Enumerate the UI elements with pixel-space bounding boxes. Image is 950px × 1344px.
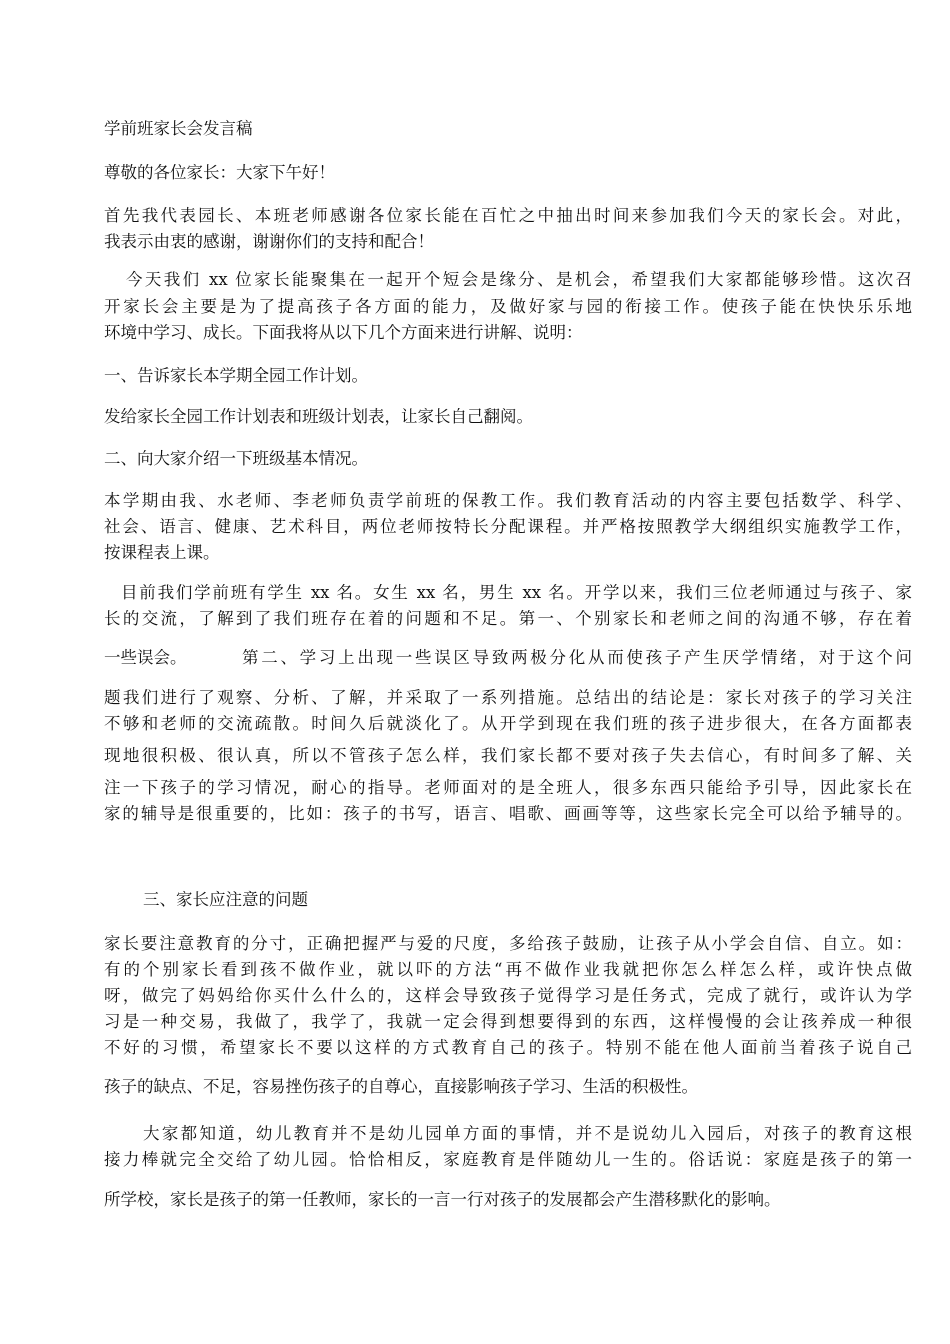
paragraph-4-line: 长的交流，了解到了我们班存在着的问题和不足。第一、个别家长和老师之间的沟通不够，存在着 [104,609,912,628]
paragraph-4-line: 家的辅导是很重要的，比如：孩子的书写，语言、唱歌、画画等等，这些家长完全可以给予辅导的。 [104,804,912,823]
paragraph-6-line: 接力棒就完全交给了幼儿园。恰恰相反，家庭教育是伴随幼儿一生的。俗话说：家庭是孩子的第一 [104,1150,912,1169]
greeting: 尊敬的各位家长：大家下午好！ [104,163,335,182]
paragraph-5-line: 孩子的缺点、不足，容易挫伤孩子的自尊心，直接影响孩子学习、生活的积极性。 [104,1077,698,1096]
paragraph-4-line: 不够和老师的交流疏散。时间久后就淡化了。从开学到现在我们班的孩子进步很大，在各方面都表 [104,714,912,733]
paragraph-5-line: 习是一种交易，我做了，我学了，我就一定会得到想要得到的东西，这样慢慢的会让孩养成一种很 [104,1012,912,1031]
section-3-heading: 三、家长应注意的问题 [143,890,308,909]
paragraph-4-line: 题我们进行了观察、分析、了解，并采取了一系列措施。总结出的结论是：家长对孩子的学习关注 [104,688,912,707]
paragraph-3-line: 社会、语言、健康、艺术科目，两位老师按特长分配课程。并严格按照教学大纲组织实施教学工作， [104,517,912,536]
paragraph-4-line: 注一下孩子的学习情况，耐心的指导。老师面对的是全班人，很多东西只能给予引导，因此家长在 [104,778,912,797]
paragraph-4-line: 第二、学习上出现一些误区导致两极分化从而使孩子产生厌学情绪，对于这个问 [242,648,912,667]
paragraph-4-line: 现地很积极、很认真，所以不管孩子怎么样，我们家长都不要对孩子失去信心，有时间多了解、关 [104,746,912,765]
paragraph-1-line: 我表示由衷的感谢，谢谢你们的支持和配合！ [104,232,434,251]
document-title: 学前班家长会发言稿 [104,119,253,138]
paragraph-4-line: 目前我们学前班有学生 xx 名。女生 xx 名，男生 xx 名。开学以来，我们三位老师通过与孩子、家 [121,583,912,602]
paragraph-5-line: 有的个别家长看到孩不做作业，就以吓的方法“再不做作业我就把你怎么样怎么样，或许快点做 [104,960,912,979]
paragraph-6-line: 大家都知道，幼儿教育并不是幼儿园单方面的事情，并不是说幼儿入园后，对孩子的教育这根 [143,1124,912,1143]
paragraph-3-line: 按课程表上课。 [104,543,220,562]
paragraph-1-line: 首先我代表园长、本班老师感谢各位家长能在百忙之中抽出时间来参加我们今天的家长会。对此， [104,206,912,225]
paragraph-5-line: 家长要注意教育的分寸，正确把握严与爱的尺度，多给孩子鼓励，让孩子从小学会自信、自立。如： [104,934,912,953]
paragraph-4-line: 一些误会。 [104,648,187,667]
paragraph-2-line: 环境中学习、成长。下面我将从以下几个方面来进行讲解、说明： [104,323,583,342]
paragraph-3-line: 本学期由我、水老师、李老师负责学前班的保教工作。我们教育活动的内容主要包括数学、科学、 [104,491,912,510]
section-1-heading: 一、告诉家长本学期全园工作计划。 [104,366,368,385]
section-2-heading: 二、向大家介绍一下班级基本情况。 [104,449,368,468]
paragraph-2-line: 开家长会主要是为了提高孩子各方面的能力，及做好家与园的衔接工作。使孩子能在快快乐乐地 [104,297,912,316]
paragraph-2-line: 今天我们 xx 位家长能聚集在一起开个短会是缘分、是机会，希望我们大家都能够珍惜。这次召 [126,270,912,289]
paragraph-6-line: 所学校，家长是孩子的第一任教师，家长的一言一行对孩子的发展都会产生潜移默化的影响。 [104,1190,781,1209]
paragraph-5-line: 不好的习惯，希望家长不要以这样的方式教育自己的孩子。特别不能在他人面前当着孩子说自己 [104,1038,912,1057]
section-1-text: 发给家长全园工作计划表和班级计划表，让家长自己翻阅。 [104,407,533,426]
paragraph-5-line: 呀，做完了妈妈给你买什么什么的，这样会导致孩子觉得学习是任务式，完成了就行，或许认为学 [104,986,912,1005]
